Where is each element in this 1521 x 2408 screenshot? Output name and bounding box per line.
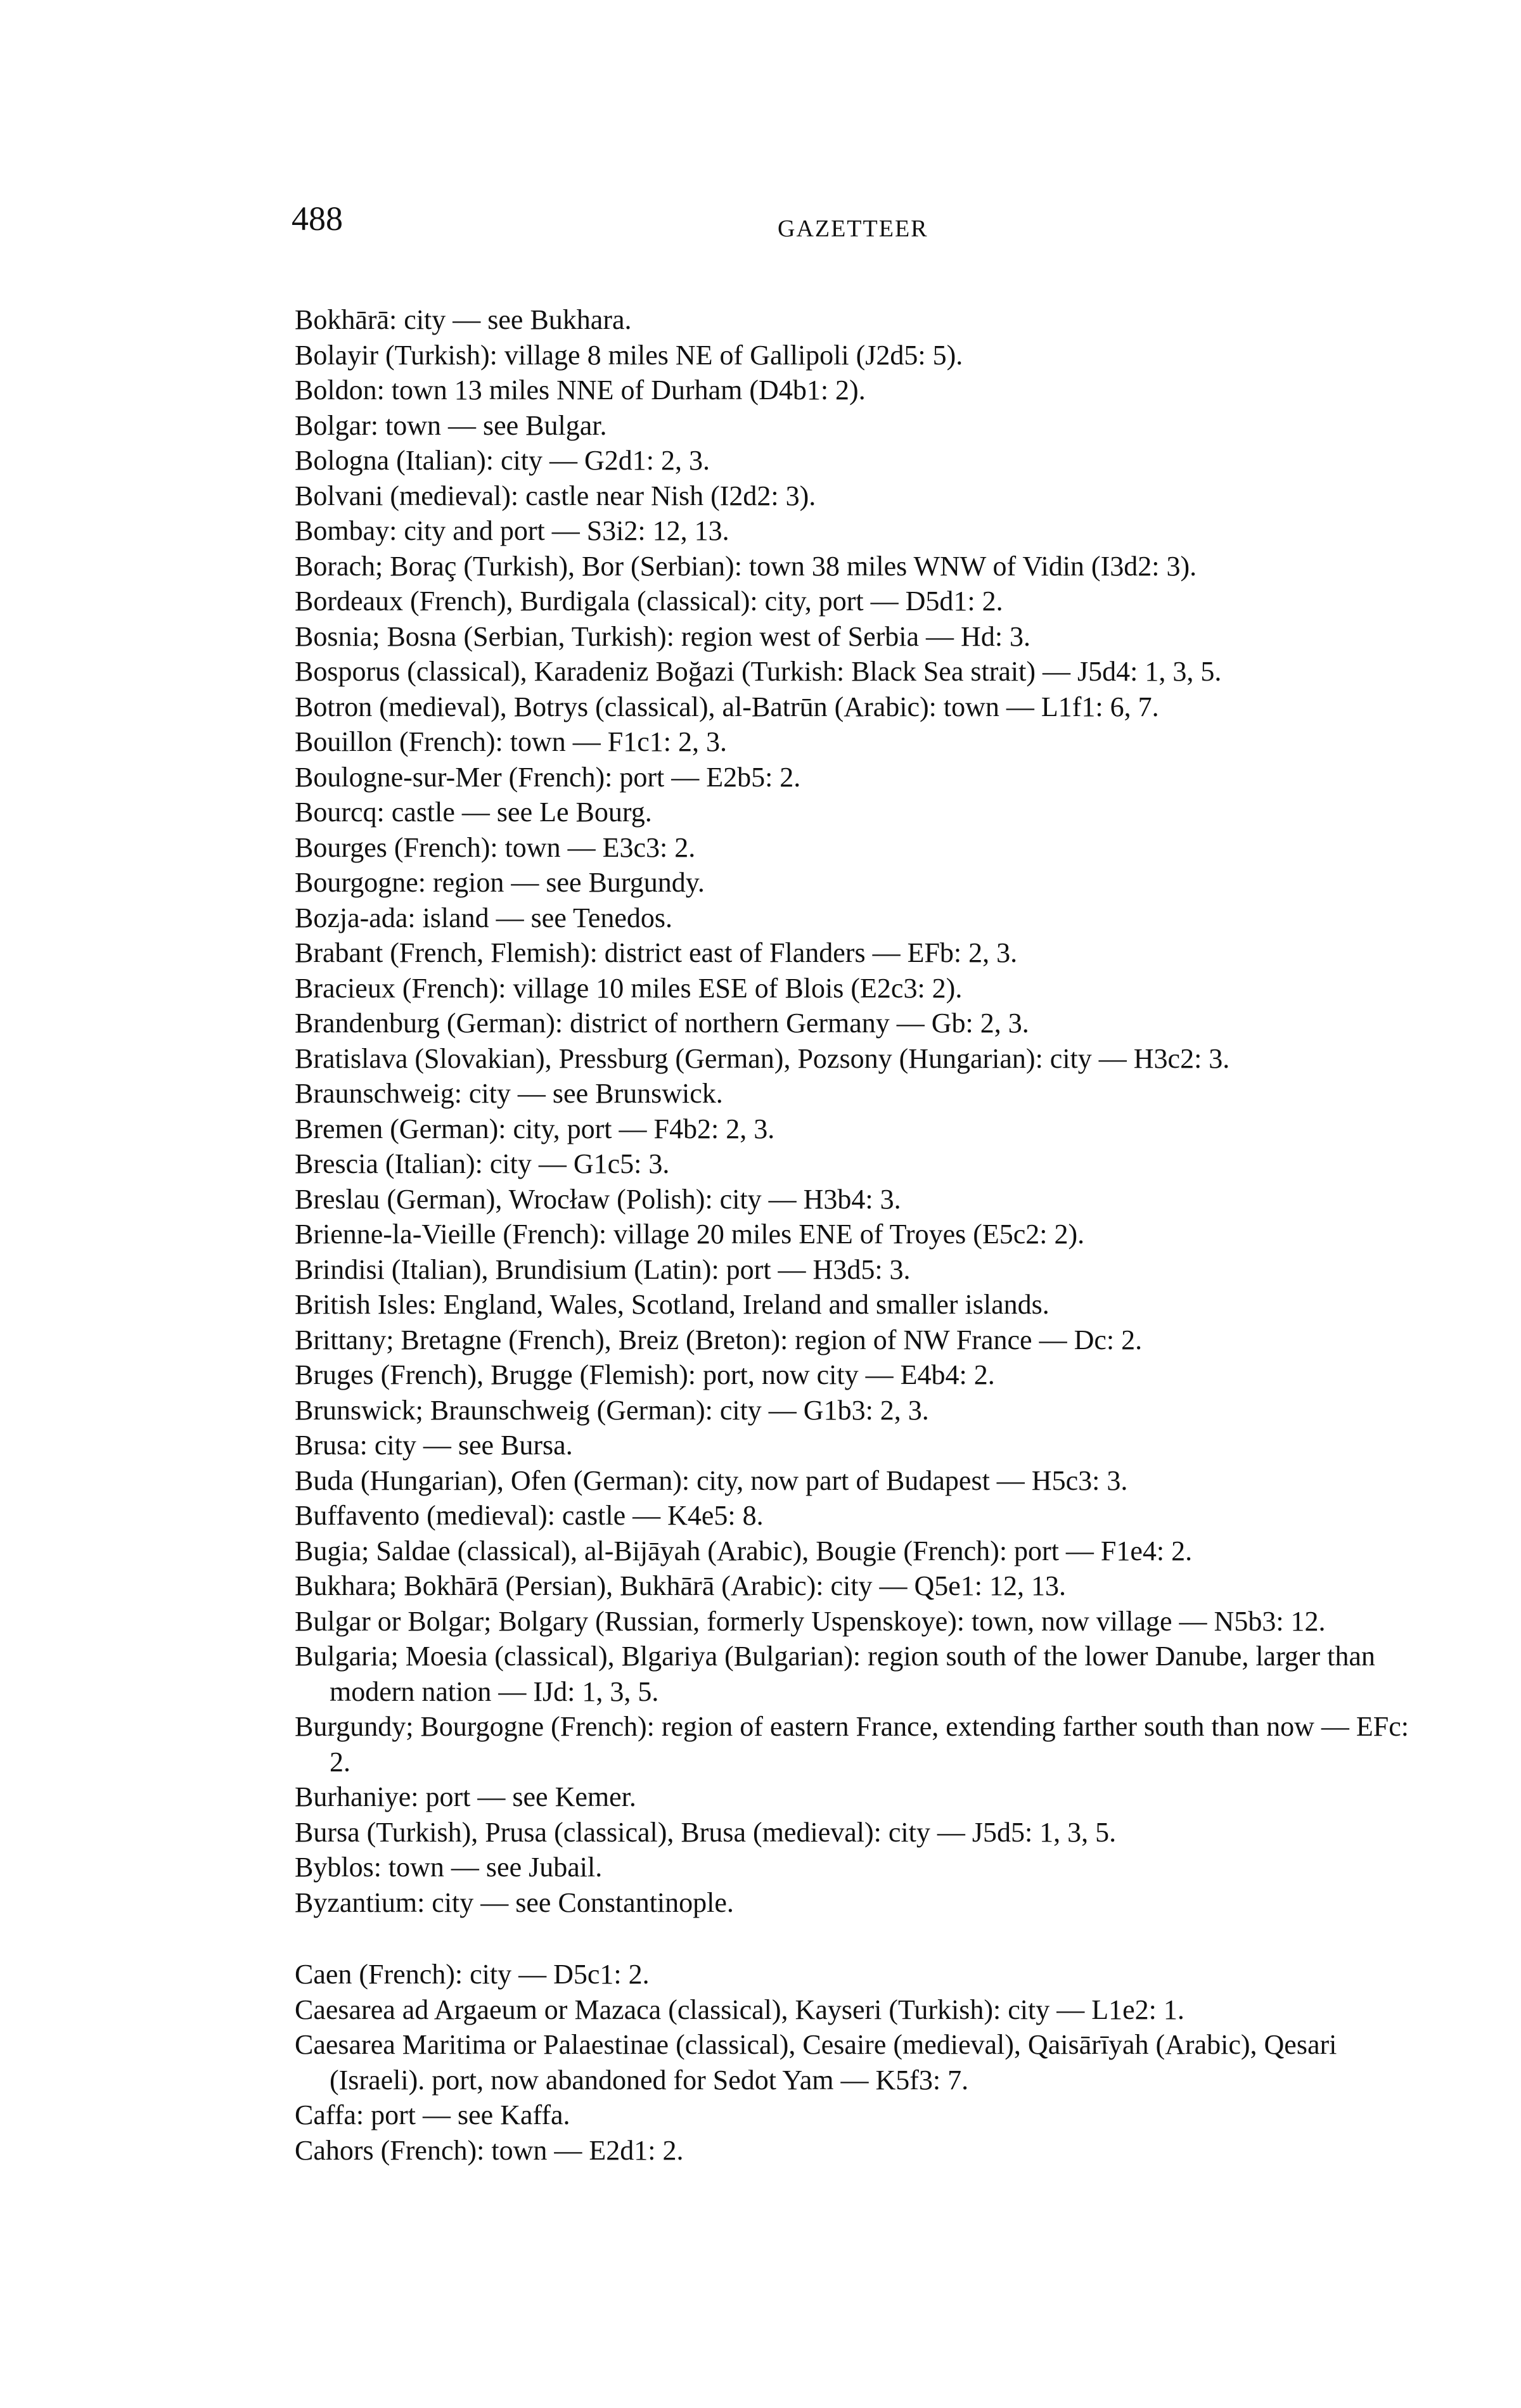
gazetteer-entry: Caen (French): city — D5c1: 2. <box>295 1959 650 1990</box>
gazetteer-entry: Burhaniye: port — see Kemer. <box>295 1781 636 1812</box>
gazetteer-entry: Bolvani (medieval): castle near Nish (I2d2: 3). <box>295 480 816 511</box>
gazetteer-entry: Bombay: city and port — S3i2: 12, 13. <box>295 515 729 546</box>
gazetteer-entry: Bourges (French): town — E3c3: 2. <box>295 831 696 863</box>
entries-section-c <box>295 1957 1426 2168</box>
gazetteer-entry: Braunschweig: city — see Brunswick. <box>295 1078 723 1109</box>
gazetteer-entry: Bulgar or Bolgar; Bolgary (Russian, formerly Uspenskoye): town, now village — N5b3: 12. <box>295 1605 1326 1637</box>
gazetteer-entry: Byzantium: city — see Constantinople. <box>295 1886 734 1918</box>
gazetteer-entry: Boldon: town 13 miles NNE of Durham (D4b1: 2). <box>295 375 866 406</box>
gazetteer-entry: Bulgaria; Moesia (classical), Blgariya (Bulgarian): region south of the lower Danube, larger than modern nation — IJd: 1, 3, 5. <box>295 1641 1375 1707</box>
gazetteer-entry: Bolgar: town — see Bulgar. <box>295 409 607 441</box>
gazetteer-entry: Bugia; Saldae (classical), al-Bijāyah (Arabic), Bougie (French): port — F1e4: 2. <box>295 1535 1193 1566</box>
gazetteer-entry: Botron (medieval), Botrys (classical), al-Batrūn (Arabic): town — L1f1: 6, 7. <box>295 691 1159 722</box>
gazetteer-entry: Brandenburg (German): district of northern Germany — Gb: 2, 3. <box>295 1008 1029 1039</box>
gazetteer-entry: Bolayir (Turkish): village 8 miles NE of Gallipoli (J2d5: 5). <box>295 339 963 371</box>
gazetteer-entry: Bosnia; Bosna (Serbian, Turkish): region west of Serbia — Hd: 3. <box>295 620 1031 652</box>
gazetteer-entry: Brabant (French, Flemish): district east of Flanders — EFb: 2, 3. <box>295 937 1018 968</box>
running-head: GAZETTEER <box>778 215 928 242</box>
gazetteer-entry: Caesarea Maritima or Palaestinae (classical), Cesaire (medieval), Qaisārīyah (Arabic), Qesari (Israeli). port, now abandoned for Sedot Yam — K5f3: 7. <box>295 2029 1337 2096</box>
gazetteer-entry: Brescia (Italian): city — G1c5: 3. <box>295 1148 670 1179</box>
gazetteer-entry: Bracieux (French): village 10 miles ESE of Blois (E2c3: 2). <box>295 972 963 1004</box>
gazetteer-entry: British Isles: England, Wales, Scotland, Ireland and smaller islands. <box>295 1289 1049 1320</box>
gazetteer-entry: Brindisi (Italian), Brundisium (Latin): port — H3d5: 3. <box>295 1253 911 1285</box>
gazetteer-entry: Burgundy; Bourgogne (French): region of eastern France, extending farther south than now — EFc: 2. <box>295 1711 1409 1777</box>
page-number: 488 <box>292 200 343 238</box>
page-header <box>292 202 1420 246</box>
gazetteer-entry: Bursa (Turkish), Prusa (classical), Brusa (medieval): city — J5d5: 1, 3, 5. <box>295 1816 1117 1848</box>
gazetteer-entry: Bologna (Italian): city — G2d1: 2, 3. <box>295 445 710 476</box>
gazetteer-entry: Cahors (French): town — E2d1: 2. <box>295 2134 684 2166</box>
gazetteer-entry: Brienne-la-Vieille (French): village 20 miles ENE of Troyes (E5c2: 2). <box>295 1219 1085 1250</box>
gazetteer-entry: Byblos: town — see Jubail. <box>295 1852 603 1883</box>
gazetteer-entry: Bremen (German): city, port — F4b2: 2, 3. <box>295 1113 775 1144</box>
gazetteer-entry: Borach; Boraç (Turkish), Bor (Serbian): town 38 miles WNW of Vidin (I3d2: 3). <box>295 550 1197 582</box>
gazetteer-entry: Buda (Hungarian), Ofen (German): city, now part of Budapest — H5c3: 3. <box>295 1464 1128 1496</box>
gazetteer-entry: Buffavento (medieval): castle — K4e5: 8. <box>295 1500 764 1531</box>
entries-section-b <box>295 302 1426 1920</box>
gazetteer-entry: Bruges (French), Brugge (Flemish): port, now city — E4b4: 2. <box>295 1359 995 1390</box>
gazetteer-entry: Brusa: city — see Bursa. <box>295 1430 573 1461</box>
gazetteer-entry: Bouillon (French): town — F1c1: 2, 3. <box>295 726 727 757</box>
gazetteer-entry: Bosporus (classical), Karadeniz Boğazi (Turkish: Black Sea strait) — J5d4: 1, 3, 5. <box>295 656 1222 687</box>
gazetteer-entry: Bokhārā: city — see Bukhara. <box>295 304 632 335</box>
gazetteer-entry: Breslau (German), Wrocław (Polish): city — H3b4: 3. <box>295 1183 901 1215</box>
gazetteer-entry: Brittany; Bretagne (French), Breiz (Breton): region of NW France — Dc: 2. <box>295 1324 1143 1355</box>
gazetteer-entry: Bourcq: castle — see Le Bourg. <box>295 797 652 828</box>
gazetteer-entry: Bozja-ada: island — see Tenedos. <box>295 902 673 933</box>
gazetteer-entry: Caffa: port — see Kaffa. <box>295 2099 570 2130</box>
gazetteer-entry: Bordeaux (French), Burdigala (classical): city, port — D5d1: 2. <box>295 586 1003 617</box>
gazetteer-entries <box>295 302 1426 2168</box>
gazetteer-entry: Bratislava (Slovakian), Pressburg (German), Pozsony (Hungarian): city — H3c2: 3. <box>295 1042 1230 1074</box>
gazetteer-entry: Bourgogne: region — see Burgundy. <box>295 867 705 898</box>
gazetteer-entry: Brunswick; Braunschweig (German): city — G1b3: 2, 3. <box>295 1394 929 1426</box>
section-gap <box>295 1920 1426 1957</box>
gazetteer-entry: Caesarea ad Argaeum or Mazaca (classical), Kayseri (Turkish): city — L1e2: 1. <box>295 1994 1184 2025</box>
gazetteer-entry: Bukhara; Bokhārā (Persian), Bukhārā (Arabic): city — Q5e1: 12, 13. <box>295 1570 1066 1601</box>
gazetteer-entry: Boulogne-sur-Mer (French): port — E2b5: 2. <box>295 761 801 793</box>
